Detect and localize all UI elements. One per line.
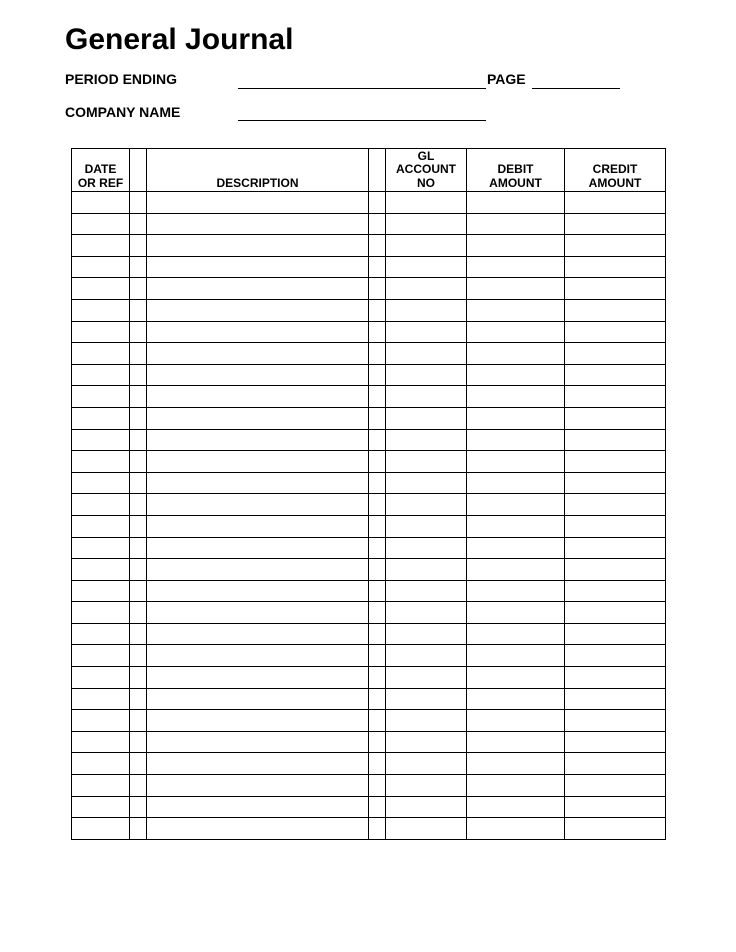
credit-cell[interactable] <box>565 537 666 559</box>
mark-cell[interactable] <box>130 559 147 581</box>
gl-account-cell[interactable] <box>386 451 467 473</box>
credit-cell[interactable] <box>565 775 666 797</box>
table-header-row <box>72 149 666 192</box>
table-row <box>72 213 666 235</box>
debit-cell[interactable] <box>467 407 565 429</box>
credit-cell[interactable] <box>565 710 666 732</box>
description-cell[interactable] <box>147 192 369 214</box>
description-cell[interactable] <box>147 515 369 537</box>
gl-account-cell[interactable] <box>386 623 467 645</box>
credit-cell[interactable] <box>565 213 666 235</box>
table-row <box>72 796 666 818</box>
gl-account-cell[interactable] <box>386 710 467 732</box>
date-cell[interactable] <box>72 775 130 797</box>
date-cell[interactable] <box>72 731 130 753</box>
gl-account-cell[interactable] <box>386 343 467 365</box>
column-header-credit: CREDIT AMOUNT <box>565 149 666 192</box>
mark-cell[interactable] <box>369 472 386 494</box>
date-cell[interactable] <box>72 407 130 429</box>
debit-cell[interactable] <box>467 472 565 494</box>
date-cell[interactable] <box>72 299 130 321</box>
date-cell[interactable] <box>72 343 130 365</box>
table-row <box>72 256 666 278</box>
date-cell[interactable] <box>72 364 130 386</box>
journal-body <box>72 192 666 840</box>
mark-cell[interactable] <box>369 386 386 408</box>
description-cell[interactable] <box>147 602 369 624</box>
gl-account-cell[interactable] <box>386 580 467 602</box>
date-cell[interactable] <box>72 451 130 473</box>
credit-cell[interactable] <box>565 364 666 386</box>
mark-cell[interactable] <box>130 364 147 386</box>
debit-cell[interactable] <box>467 580 565 602</box>
description-cell[interactable] <box>147 364 369 386</box>
mark-cell[interactable] <box>369 364 386 386</box>
mark-cell[interactable] <box>369 299 386 321</box>
debit-cell[interactable] <box>467 235 565 257</box>
date-cell[interactable] <box>72 192 130 214</box>
mark-cell[interactable] <box>130 256 147 278</box>
mark-cell[interactable] <box>130 645 147 667</box>
column-header-debit: DEBIT AMOUNT <box>467 149 565 192</box>
description-cell[interactable] <box>147 818 369 840</box>
date-cell[interactable] <box>72 256 130 278</box>
credit-cell[interactable] <box>565 731 666 753</box>
mark-cell[interactable] <box>130 494 147 516</box>
debit-cell[interactable] <box>467 278 565 300</box>
mark-cell[interactable] <box>369 753 386 775</box>
table-row <box>72 451 666 473</box>
mark-cell[interactable] <box>130 731 147 753</box>
mark-cell[interactable] <box>369 256 386 278</box>
mark-cell[interactable] <box>369 710 386 732</box>
credit-cell[interactable] <box>565 472 666 494</box>
debit-cell[interactable] <box>467 321 565 343</box>
debit-cell[interactable] <box>467 537 565 559</box>
gl-account-cell[interactable] <box>386 407 467 429</box>
table-row <box>72 775 666 797</box>
column-header-gl-account: GL ACCOUNT NO <box>386 149 467 192</box>
mark-cell[interactable] <box>130 472 147 494</box>
mark-cell[interactable] <box>369 213 386 235</box>
credit-cell[interactable] <box>565 278 666 300</box>
table-row <box>72 494 666 516</box>
description-cell[interactable] <box>147 451 369 473</box>
mark-cell[interactable] <box>369 645 386 667</box>
gl-account-cell[interactable] <box>386 796 467 818</box>
table-row <box>72 688 666 710</box>
date-cell[interactable] <box>72 235 130 257</box>
mark-cell[interactable] <box>130 775 147 797</box>
gl-account-cell[interactable] <box>386 731 467 753</box>
mark-cell[interactable] <box>130 515 147 537</box>
table-row <box>72 645 666 667</box>
description-cell[interactable] <box>147 796 369 818</box>
table-row <box>72 278 666 300</box>
mark-cell[interactable] <box>130 580 147 602</box>
mark-cell[interactable] <box>130 278 147 300</box>
debit-cell[interactable] <box>467 192 565 214</box>
debit-cell[interactable] <box>467 213 565 235</box>
mark-cell[interactable] <box>369 278 386 300</box>
date-cell[interactable] <box>72 688 130 710</box>
table-row <box>72 515 666 537</box>
description-cell[interactable] <box>147 386 369 408</box>
table-row <box>72 710 666 732</box>
gl-account-cell[interactable] <box>386 753 467 775</box>
debit-cell[interactable] <box>467 731 565 753</box>
page-number-field[interactable] <box>532 88 620 89</box>
description-cell[interactable] <box>147 321 369 343</box>
company-name-label: COMPANY NAME <box>65 104 181 120</box>
mark-cell[interactable] <box>130 537 147 559</box>
table-row <box>72 364 666 386</box>
mark-cell[interactable] <box>130 796 147 818</box>
page-title: General Journal <box>65 23 294 56</box>
credit-cell[interactable] <box>565 321 666 343</box>
date-cell[interactable] <box>72 559 130 581</box>
gl-account-cell[interactable] <box>386 602 467 624</box>
table-row <box>72 559 666 581</box>
table-row <box>72 818 666 840</box>
debit-cell[interactable] <box>467 299 565 321</box>
mark-cell[interactable] <box>130 213 147 235</box>
mark-cell[interactable] <box>369 407 386 429</box>
date-cell[interactable] <box>72 753 130 775</box>
mark-cell[interactable] <box>369 667 386 689</box>
debit-cell[interactable] <box>467 688 565 710</box>
date-cell[interactable] <box>72 710 130 732</box>
gl-account-cell[interactable] <box>386 667 467 689</box>
table-row <box>72 537 666 559</box>
gl-account-cell[interactable] <box>386 645 467 667</box>
table-row <box>72 407 666 429</box>
date-cell[interactable] <box>72 818 130 840</box>
page-label: PAGE <box>487 71 526 87</box>
debit-cell[interactable] <box>467 796 565 818</box>
credit-cell[interactable] <box>565 343 666 365</box>
date-cell[interactable] <box>72 278 130 300</box>
description-cell[interactable] <box>147 472 369 494</box>
gl-account-cell[interactable] <box>386 235 467 257</box>
description-cell[interactable] <box>147 710 369 732</box>
credit-cell[interactable] <box>565 559 666 581</box>
mark-cell[interactable] <box>369 192 386 214</box>
table-row <box>72 429 666 451</box>
date-cell[interactable] <box>72 580 130 602</box>
gl-account-cell[interactable] <box>386 515 467 537</box>
mark-cell[interactable] <box>369 818 386 840</box>
mark-cell[interactable] <box>369 688 386 710</box>
debit-cell[interactable] <box>467 667 565 689</box>
description-cell[interactable] <box>147 753 369 775</box>
description-cell[interactable] <box>147 213 369 235</box>
description-cell[interactable] <box>147 688 369 710</box>
company-name-field[interactable] <box>238 120 486 121</box>
credit-cell[interactable] <box>565 407 666 429</box>
gl-account-cell[interactable] <box>386 559 467 581</box>
gl-account-cell[interactable] <box>386 192 467 214</box>
description-cell[interactable] <box>147 407 369 429</box>
gl-account-cell[interactable] <box>386 213 467 235</box>
gl-account-cell[interactable] <box>386 386 467 408</box>
date-cell[interactable] <box>72 623 130 645</box>
credit-cell[interactable] <box>565 386 666 408</box>
mark-cell[interactable] <box>130 321 147 343</box>
mark-cell[interactable] <box>130 386 147 408</box>
description-cell[interactable] <box>147 256 369 278</box>
period-ending-field[interactable] <box>238 88 486 89</box>
date-cell[interactable] <box>72 645 130 667</box>
debit-cell[interactable] <box>467 343 565 365</box>
mark-cell[interactable] <box>130 623 147 645</box>
mark-cell[interactable] <box>130 235 147 257</box>
table-row <box>72 753 666 775</box>
description-cell[interactable] <box>147 429 369 451</box>
gl-account-cell[interactable] <box>386 494 467 516</box>
mark-cell[interactable] <box>369 580 386 602</box>
description-cell[interactable] <box>147 645 369 667</box>
description-cell[interactable] <box>147 580 369 602</box>
mark-cell[interactable] <box>369 602 386 624</box>
column-header-mark <box>369 149 386 192</box>
mark-cell[interactable] <box>130 343 147 365</box>
mark-cell[interactable] <box>130 753 147 775</box>
credit-cell[interactable] <box>565 753 666 775</box>
mark-cell[interactable] <box>130 688 147 710</box>
credit-cell[interactable] <box>565 235 666 257</box>
description-cell[interactable] <box>147 235 369 257</box>
debit-cell[interactable] <box>467 753 565 775</box>
credit-cell[interactable] <box>565 192 666 214</box>
debit-cell[interactable] <box>467 818 565 840</box>
mark-cell[interactable] <box>130 429 147 451</box>
description-cell[interactable] <box>147 623 369 645</box>
date-cell[interactable] <box>72 386 130 408</box>
mark-cell[interactable] <box>369 515 386 537</box>
mark-cell[interactable] <box>130 818 147 840</box>
credit-cell[interactable] <box>565 645 666 667</box>
mark-cell[interactable] <box>369 235 386 257</box>
mark-cell[interactable] <box>369 494 386 516</box>
date-cell[interactable] <box>72 515 130 537</box>
description-cell[interactable] <box>147 775 369 797</box>
credit-cell[interactable] <box>565 580 666 602</box>
description-cell[interactable] <box>147 343 369 365</box>
credit-cell[interactable] <box>565 299 666 321</box>
date-cell[interactable] <box>72 429 130 451</box>
debit-cell[interactable] <box>467 559 565 581</box>
table-row <box>72 602 666 624</box>
credit-cell[interactable] <box>565 515 666 537</box>
description-cell[interactable] <box>147 667 369 689</box>
table-row <box>72 299 666 321</box>
column-header-description: DESCRIPTION <box>147 149 369 192</box>
mark-cell[interactable] <box>130 710 147 732</box>
mark-cell[interactable] <box>369 321 386 343</box>
credit-cell[interactable] <box>565 688 666 710</box>
mark-cell[interactable] <box>369 796 386 818</box>
mark-cell[interactable] <box>369 343 386 365</box>
description-cell[interactable] <box>147 494 369 516</box>
credit-cell[interactable] <box>565 667 666 689</box>
journal-table <box>71 148 666 840</box>
debit-cell[interactable] <box>467 386 565 408</box>
mark-cell[interactable] <box>130 602 147 624</box>
debit-cell[interactable] <box>467 775 565 797</box>
mark-cell[interactable] <box>369 775 386 797</box>
mark-cell[interactable] <box>369 559 386 581</box>
table-row <box>72 580 666 602</box>
mark-cell[interactable] <box>369 623 386 645</box>
credit-cell[interactable] <box>565 818 666 840</box>
column-header-mark <box>130 149 147 192</box>
date-cell[interactable] <box>72 667 130 689</box>
period-ending-label: PERIOD ENDING <box>65 71 178 87</box>
credit-cell[interactable] <box>565 451 666 473</box>
credit-cell[interactable] <box>565 494 666 516</box>
column-header-date: DATE OR REF <box>72 149 130 192</box>
credit-cell[interactable] <box>565 256 666 278</box>
gl-account-cell[interactable] <box>386 775 467 797</box>
mark-cell[interactable] <box>369 537 386 559</box>
mark-cell[interactable] <box>130 192 147 214</box>
gl-account-cell[interactable] <box>386 537 467 559</box>
date-cell[interactable] <box>72 494 130 516</box>
gl-account-cell[interactable] <box>386 256 467 278</box>
mark-cell[interactable] <box>130 451 147 473</box>
gl-account-cell[interactable] <box>386 321 467 343</box>
debit-cell[interactable] <box>467 451 565 473</box>
table-row <box>72 731 666 753</box>
table-row <box>72 235 666 257</box>
description-cell[interactable] <box>147 731 369 753</box>
date-cell[interactable] <box>72 321 130 343</box>
date-cell[interactable] <box>72 796 130 818</box>
debit-cell[interactable] <box>467 494 565 516</box>
mark-cell[interactable] <box>130 299 147 321</box>
gl-account-cell[interactable] <box>386 688 467 710</box>
mark-cell[interactable] <box>369 429 386 451</box>
debit-cell[interactable] <box>467 645 565 667</box>
gl-account-cell[interactable] <box>386 299 467 321</box>
description-cell[interactable] <box>147 278 369 300</box>
credit-cell[interactable] <box>565 796 666 818</box>
description-cell[interactable] <box>147 559 369 581</box>
debit-cell[interactable] <box>467 256 565 278</box>
description-cell[interactable] <box>147 299 369 321</box>
debit-cell[interactable] <box>467 429 565 451</box>
description-cell[interactable] <box>147 537 369 559</box>
debit-cell[interactable] <box>467 602 565 624</box>
gl-account-cell[interactable] <box>386 818 467 840</box>
table-row <box>72 667 666 689</box>
date-cell[interactable] <box>72 213 130 235</box>
debit-cell[interactable] <box>467 515 565 537</box>
table-row <box>72 321 666 343</box>
mark-cell[interactable] <box>369 731 386 753</box>
mark-cell[interactable] <box>130 407 147 429</box>
gl-account-cell[interactable] <box>386 472 467 494</box>
table-row <box>72 386 666 408</box>
table-row <box>72 623 666 645</box>
table-row <box>72 343 666 365</box>
table-row <box>72 192 666 214</box>
credit-cell[interactable] <box>565 429 666 451</box>
mark-cell[interactable] <box>369 451 386 473</box>
debit-cell[interactable] <box>467 710 565 732</box>
gl-account-cell[interactable] <box>386 278 467 300</box>
date-cell[interactable] <box>72 602 130 624</box>
mark-cell[interactable] <box>130 667 147 689</box>
debit-cell[interactable] <box>467 623 565 645</box>
gl-account-cell[interactable] <box>386 364 467 386</box>
credit-cell[interactable] <box>565 602 666 624</box>
gl-account-cell[interactable] <box>386 429 467 451</box>
table-row <box>72 472 666 494</box>
date-cell[interactable] <box>72 472 130 494</box>
debit-cell[interactable] <box>467 364 565 386</box>
credit-cell[interactable] <box>565 623 666 645</box>
date-cell[interactable] <box>72 537 130 559</box>
